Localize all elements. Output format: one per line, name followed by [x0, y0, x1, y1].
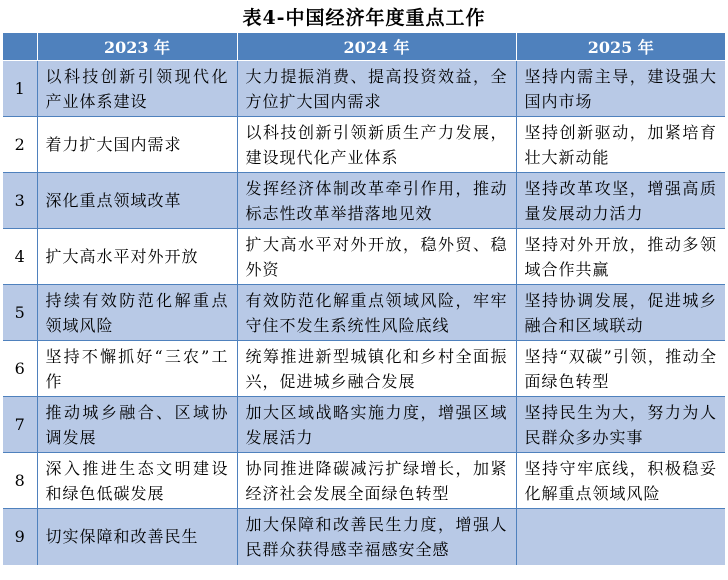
cell-2023: 着力扩大国内需求 [37, 117, 237, 173]
row-number: 7 [3, 397, 37, 453]
table-row [3, 229, 725, 285]
row-number: 1 [3, 61, 37, 117]
cell-2023: 以科技创新引领现代化产业体系建设 [37, 61, 237, 117]
row-number: 9 [3, 509, 37, 565]
cell-2024: 发挥经济体制改革牵引作用，推动标志性改革举措落地见效 [237, 173, 516, 229]
cell-2024: 扩大高水平对外开放，稳外贸、稳外资 [237, 229, 516, 285]
cell-2025: 坚持守牢底线，积极稳妥化解重点领域风险 [516, 453, 725, 509]
cell-2025: 坚持改革攻坚，增强高质量发展动力活力 [516, 173, 725, 229]
cell-2023: 扩大高水平对外开放 [37, 229, 237, 285]
table-row [3, 173, 725, 229]
header-2024: 2024 年 [237, 33, 516, 61]
cell-2025: 坚持协调发展，促进城乡融合和区域联动 [516, 285, 725, 341]
table-title: 表4-中国经济年度重点工作 [242, 7, 486, 29]
cell-2024: 加大区域战略实施力度，增强区域发展活力 [237, 397, 516, 453]
table-row [3, 341, 725, 397]
table-row [3, 509, 725, 565]
header-2023: 2023 年 [37, 33, 237, 61]
row-number: 6 [3, 341, 37, 397]
cell-2024: 协同推进降碳减污扩绿增长，加紧经济社会发展全面绿色转型 [237, 453, 516, 509]
table-row [3, 117, 725, 173]
header-row [3, 33, 725, 61]
cell-2025: 坚持内需主导，建设强大国内市场 [516, 61, 725, 117]
header-index [3, 33, 37, 61]
cell-2024: 以科技创新引领新质生产力发展，建设现代化产业体系 [237, 117, 516, 173]
key-work-table [3, 33, 725, 565]
cell-2023: 持续有效防范化解重点领域风险 [37, 285, 237, 341]
cell-2024: 有效防范化解重点领域风险，牢牢守住不发生系统性风险底线 [237, 285, 516, 341]
table-row [3, 61, 725, 117]
cell-2025: 坚持对外开放，推动多领域合作共赢 [516, 229, 725, 285]
table-row [3, 397, 725, 453]
table-row [3, 453, 725, 509]
cell-2025: 坚持民生为大，努力为人民群众多办实事 [516, 397, 725, 453]
row-number: 3 [3, 173, 37, 229]
cell-2024: 统筹推进新型城镇化和乡村全面振兴，促进城乡融合发展 [237, 341, 516, 397]
row-number: 4 [3, 229, 37, 285]
cell-2023: 推动城乡融合、区域协调发展 [37, 397, 237, 453]
cell-2023: 切实保障和改善民生 [37, 509, 237, 565]
cell-2023: 深入推进生态文明建设和绿色低碳发展 [37, 453, 237, 509]
cell-2023: 坚持不懈抓好“三农”工作 [37, 341, 237, 397]
row-number: 2 [3, 117, 37, 173]
header-2025: 2025 年 [516, 33, 725, 61]
cell-2024: 大力提振消费、提高投资效益，全方位扩大国内需求 [237, 61, 516, 117]
row-number: 5 [3, 285, 37, 341]
cell-2024: 加大保障和改善民生力度，增强人民群众获得感幸福感安全感 [237, 509, 516, 565]
cell-2025 [516, 509, 725, 565]
table-row [3, 285, 725, 341]
cell-2023: 深化重点领域改革 [37, 173, 237, 229]
cell-2025: 坚持创新驱动，加紧培育壮大新动能 [516, 117, 725, 173]
cell-2025: 坚持“双碳”引领，推动全面绿色转型 [516, 341, 725, 397]
row-number: 8 [3, 453, 37, 509]
